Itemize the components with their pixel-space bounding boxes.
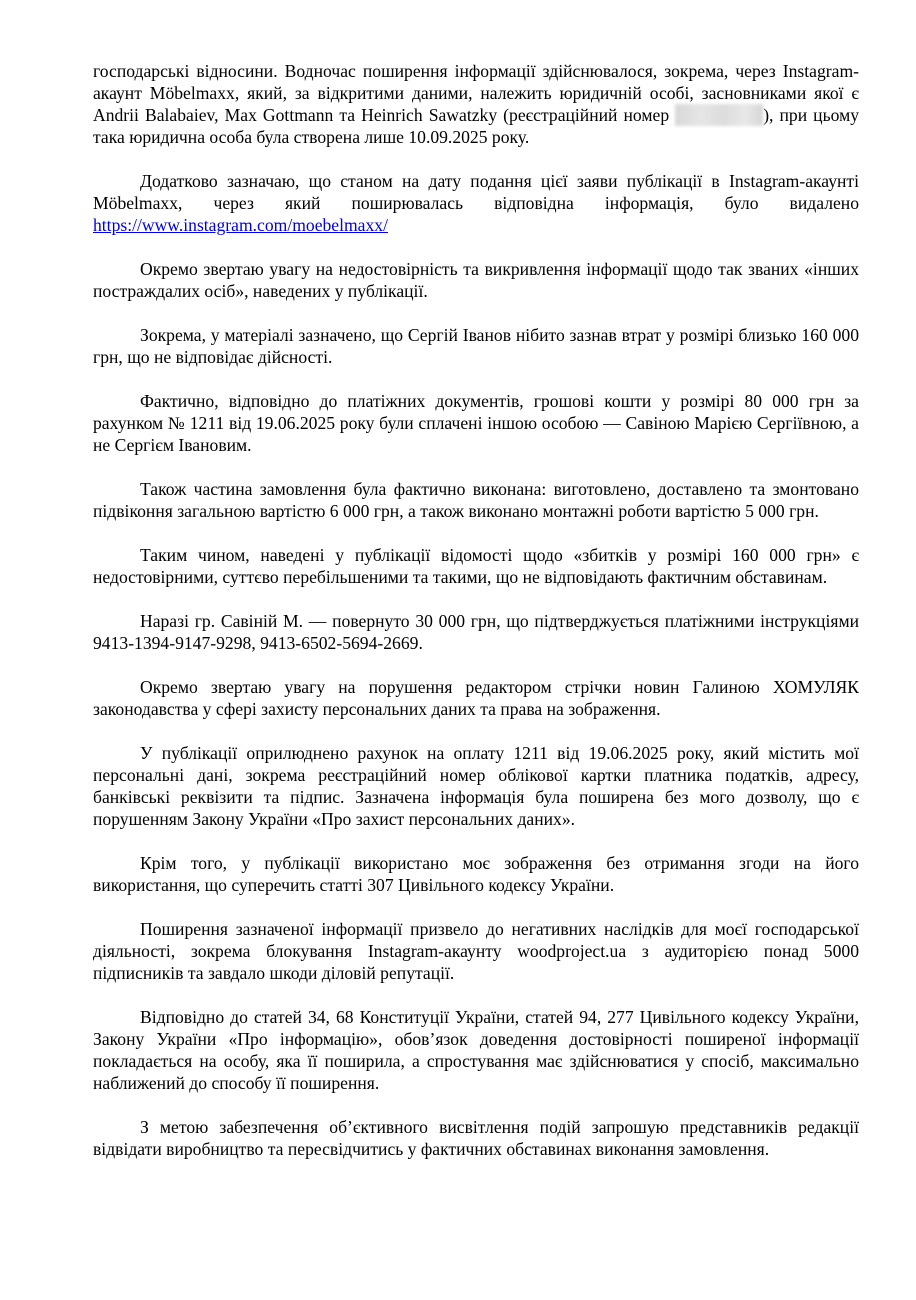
paragraph-5: Фактично, відповідно до платіжних документів, грошові кошти у розмірі 80 000 грн за рахунком № 1211 від 19.06.2025 року були сплачені іншою особою — Савіною Марією Сергіївною, а не Сергієм Івановим. bbox=[93, 391, 859, 455]
paragraph-13: Відповідно до статей 34, 68 Конституції України, статей 94, 277 Цивільного кодексу України, Закону України «Про інформацію», обов’язок доведення достовірності поширеної інформації покладається на особу, яка її поширила, а спростування має здійснюватися у спосіб, максимально наближений до способу її поширення. bbox=[93, 1007, 859, 1093]
paragraph-2-text: Додатково зазначаю, що станом на дату подання цієї заяви публікації в Instagram-акаунті Möbelmaxx, через який поширювалась відповідна інформація, було видалено bbox=[93, 171, 859, 213]
paragraph-10: У публікації оприлюднено рахунок на оплату 1211 від 19.06.2025 року, який містить мої персональні дані, зокрема реєстраційний номер облікової картки платника податків, адресу, банківські реквізити та підпис. Зазначена інформація була поширена без мого дозволу, що є порушенням Закону України «Про захист персональних даних». bbox=[93, 743, 859, 829]
paragraph-9: Окремо звертаю увагу на порушення редактором стрічки новин Галиною ХОМУЛЯК законодавства у сфері захисту персональних даних та права на зображення. bbox=[93, 677, 859, 719]
paragraph-14: З метою забезпечення об’єктивного висвітлення подій запрошую представників редакції відвідати виробництво та пересвідчитись у фактичних обставинах виконання замовлення. bbox=[93, 1117, 859, 1159]
paragraph-12: Поширення зазначеної інформації призвело до негативних наслідків для моєї господарської діяльності, зокрема блокування Instagram-акаунту woodproject.ua з аудиторією понад 5000 підписників та завдало шкоди діловій репутації. bbox=[93, 919, 859, 983]
paragraph-1 bbox=[93, 60, 859, 148]
paragraph-7: Таким чином, наведені у публікації відомості щодо «збитків у розмірі 160 000 грн» є недостовірними, суттєво перебільшеними та такими, що не відповідають фактичним обставинам. bbox=[93, 545, 859, 587]
document-body bbox=[93, 60, 859, 1182]
instagram-link[interactable]: https://www.instagram.com/moebelmaxx/ bbox=[93, 215, 388, 235]
paragraph-1-text-b: ), при цьому така юридична особа була створена лише 10.09.2025 року. bbox=[93, 105, 860, 147]
paragraph-2 bbox=[93, 170, 859, 236]
paragraph-11: Крім того, у публікації використано моє зображення без отримання згоди на його використання, що суперечить статті 307 Цивільного кодексу України. bbox=[93, 853, 859, 895]
paragraph-6: Також частина замовлення була фактично виконана: виготовлено, доставлено та змонтовано підвіконня загальною вартістю 6 000 грн, а також виконано монтажні роботи вартістю 5 000 грн. bbox=[93, 479, 859, 521]
paragraph-8: Наразі гр. Савіній М. — повернуто 30 000 грн, що підтверджується платіжними інструкціями 9413-1394-9147-9298, 9413-6502-5694-2669. bbox=[93, 611, 859, 653]
paragraph-3: Окремо звертаю увагу на недостовірність та викривлення інформації щодо так званих «інших постраждалих осіб», наведених у публікації. bbox=[93, 259, 859, 301]
redacted-registration-number bbox=[675, 104, 763, 126]
paragraph-1-text-a: господарські відносини. Водночас поширення інформації здійснювалося, зокрема, через Instagram-акаунт Möbelmaxx, який, за відкритими даними, належить юридичній особі, засновниками якої є Andrii Balabaiev, Max Gottmann та Heinrich Sawatzky (реєстраційний номер bbox=[93, 61, 859, 125]
paragraph-4: Зокрема, у матеріалі зазначено, що Сергій Іванов нібито зазнав втрат у розмірі близько 160 000 грн, що не відповідає дійсності. bbox=[93, 325, 859, 367]
